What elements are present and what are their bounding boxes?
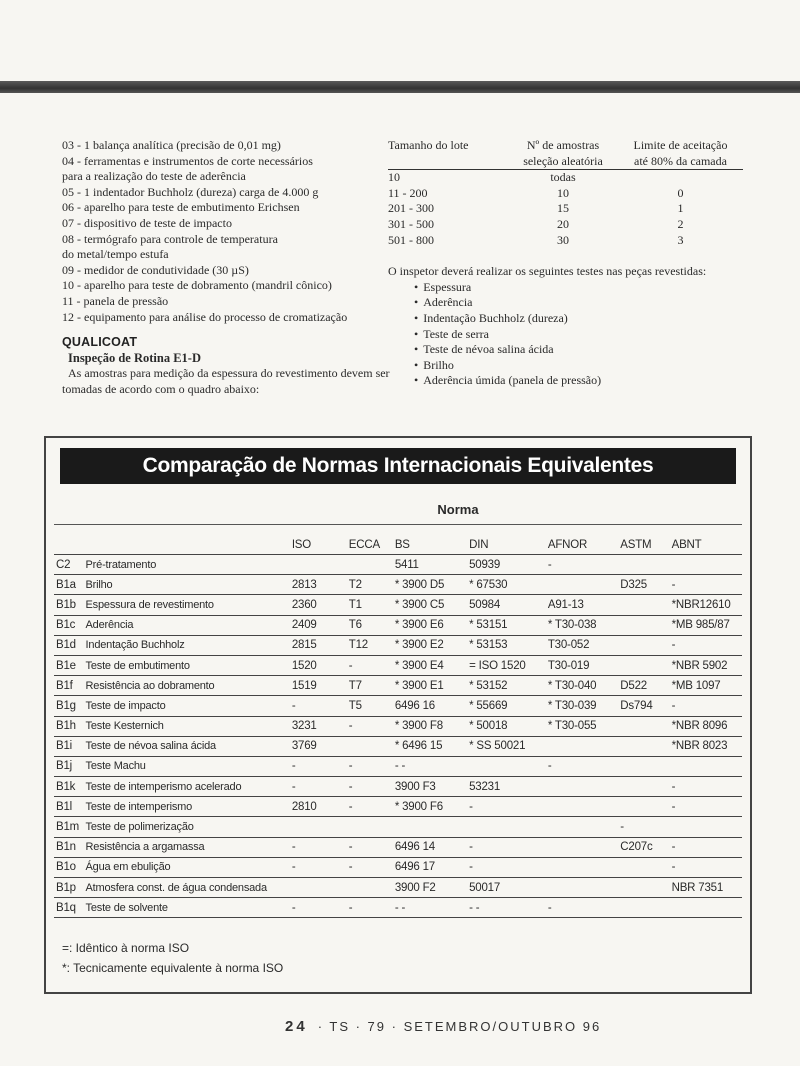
column-header: ECCA	[347, 536, 393, 555]
equipment-item: 09 - medidor de condutividade (30 µS)	[62, 262, 249, 277]
test-item: • Teste de névoa salina ácida	[424, 342, 738, 358]
table-cell: B1g	[54, 696, 84, 716]
equipment-item: 05 - 1 indentador Buchholz (dureza) carga de 4.000 g	[62, 184, 319, 199]
table-cell: -	[347, 898, 393, 918]
table-row	[54, 595, 742, 615]
table-cell: NBR 7351	[670, 878, 742, 898]
table-cell: Teste de embutimento	[84, 655, 290, 675]
table-row	[54, 817, 742, 837]
table-cell: T2	[347, 575, 393, 595]
table-cell: T30-019	[546, 655, 618, 675]
table-cell	[670, 756, 742, 776]
table-row	[54, 615, 742, 635]
column-header: ASTM	[618, 536, 669, 555]
test-item: • Aderência	[424, 295, 738, 311]
test-item: • Teste de serra	[424, 327, 738, 343]
table-cell: * 53152	[467, 676, 546, 696]
norma-label: Norma	[437, 502, 479, 517]
table-cell: B1k	[54, 777, 84, 797]
table-cell	[670, 555, 742, 575]
table-cell: B1l	[54, 797, 84, 817]
lot-column	[388, 138, 738, 389]
table-row	[54, 635, 742, 655]
table-cell	[546, 857, 618, 877]
table-cell: Ds794	[618, 696, 669, 716]
table-cell: Teste de intemperismo	[84, 797, 290, 817]
table-cell: T5	[347, 696, 393, 716]
table-cell: -	[290, 857, 347, 877]
table-cell: -	[670, 857, 742, 877]
table-cell: 2813	[290, 575, 347, 595]
table-cell	[546, 777, 618, 797]
table-cell: * 3900 C5	[393, 595, 467, 615]
table-cell: A91-13	[546, 595, 618, 615]
table-cell: Resistência a argamassa	[84, 837, 290, 857]
table-cell: Teste de intemperismo acelerado	[84, 777, 290, 797]
table-cell: Teste de impacto	[84, 696, 290, 716]
table-cell: B1m	[54, 817, 84, 837]
table-cell	[618, 716, 669, 736]
table-cell: - -	[393, 756, 467, 776]
table-cell: 6496 17	[393, 857, 467, 877]
table-cell: 1519	[290, 676, 347, 696]
test-item: • Aderência úmida (panela de pressão)	[424, 373, 738, 389]
table-cell	[546, 837, 618, 857]
inspector-intro: O inspetor deverá realizar os seguintes testes nas peças revestidas:	[388, 264, 707, 279]
table-cell: * T30-038	[546, 615, 618, 635]
table-cell: -	[347, 756, 393, 776]
column-header: ISO	[290, 536, 347, 555]
table-cell: 5411	[393, 555, 467, 575]
equipment-item: 10 - aparelho para teste de dobramento (mandril cônico)	[62, 278, 332, 293]
table-cell: B1a	[54, 575, 84, 595]
table-row	[54, 655, 742, 675]
table-cell: -	[347, 797, 393, 817]
table-cell: B1q	[54, 898, 84, 918]
top-bar	[0, 81, 800, 93]
table-cell: -	[290, 696, 347, 716]
table-cell: 6496 16	[393, 696, 467, 716]
lot-cell: 11 - 200	[388, 185, 428, 200]
table-cell: *MB 985/87	[670, 615, 742, 635]
table-cell: *NBR 5902	[670, 655, 742, 675]
table-cell: * 6496 15	[393, 736, 467, 756]
table-cell: Pré-tratamento	[84, 555, 290, 575]
table-cell: B1h	[54, 716, 84, 736]
table-cell: 50984	[467, 595, 546, 615]
divider	[54, 524, 742, 525]
table-cell	[618, 635, 669, 655]
table-cell	[290, 555, 347, 575]
header-samples-sub: seleção aleatória	[508, 154, 618, 170]
table-cell: * 67530	[467, 575, 546, 595]
table-row	[54, 898, 742, 918]
table-row	[54, 575, 742, 595]
table-cell: * 3900 F8	[393, 716, 467, 736]
lot-cell: 15	[557, 201, 569, 216]
table-cell: * 55669	[467, 696, 546, 716]
table-cell: *NBR 8096	[670, 716, 742, 736]
table-cell: Brilho	[84, 575, 290, 595]
table-cell	[618, 878, 669, 898]
table-cell	[618, 777, 669, 797]
table-cell: - -	[393, 898, 467, 918]
table-cell: D325	[618, 575, 669, 595]
table-cell: -	[347, 716, 393, 736]
table-cell: * 3900 E2	[393, 635, 467, 655]
table-row	[54, 676, 742, 696]
table-cell: -	[290, 837, 347, 857]
table-cell: 2360	[290, 595, 347, 615]
table-cell: T1	[347, 595, 393, 615]
table-cell: Teste Kesternich	[84, 716, 290, 736]
table-row	[54, 857, 742, 877]
lot-cell: 501 - 800	[388, 232, 434, 247]
column-header: ABNT	[670, 536, 742, 555]
table-cell: Teste de polimerização	[84, 817, 290, 837]
table-cell: * 3900 E1	[393, 676, 467, 696]
table-cell	[467, 817, 546, 837]
section-title: QUALICOAT	[62, 335, 138, 350]
table-cell: 50939	[467, 555, 546, 575]
table-cell: -	[290, 756, 347, 776]
header-limit-sub: até 80% da camada	[618, 154, 743, 170]
table-cell: B1n	[54, 837, 84, 857]
table-cell: -	[546, 555, 618, 575]
equipment-item: 11 - panela de pressão	[62, 293, 169, 308]
table-cell: -	[670, 696, 742, 716]
table-cell: * 3900 F6	[393, 797, 467, 817]
table-cell	[546, 575, 618, 595]
table-cell: D522	[618, 676, 669, 696]
table-cell	[347, 817, 393, 837]
table-cell: -	[546, 756, 618, 776]
legend-item: *: Tecnicamente equivalente à norma ISO	[62, 961, 284, 975]
lot-row	[388, 186, 743, 202]
table-cell: Aderência	[84, 615, 290, 635]
table-cell	[618, 797, 669, 817]
table-cell: C2	[54, 555, 84, 575]
table-cell: -	[290, 777, 347, 797]
table-cell: B1j	[54, 756, 84, 776]
table-cell: *NBR 8023	[670, 736, 742, 756]
legend-item: =: Idêntico à norma ISO	[62, 941, 190, 955]
table-cell: -	[290, 898, 347, 918]
table-cell: 3231	[290, 716, 347, 736]
table-cell	[347, 555, 393, 575]
section-subtitle: Inspeção de Rotina E1-D	[68, 350, 201, 365]
table-cell	[670, 898, 742, 918]
table-cell: * 3900 E4	[393, 655, 467, 675]
table-cell	[618, 857, 669, 877]
table-cell	[546, 797, 618, 817]
table-cell: *MB 1097	[670, 676, 742, 696]
table-cell: -	[347, 857, 393, 877]
table-cell: 2815	[290, 635, 347, 655]
table-cell: * 53151	[467, 615, 546, 635]
tests-list	[388, 280, 738, 389]
table-cell: T12	[347, 635, 393, 655]
table-cell: * SS 50021	[467, 736, 546, 756]
table-cell: B1p	[54, 878, 84, 898]
table-cell: Resistência ao dobramento	[84, 676, 290, 696]
test-item: • Espessura	[424, 280, 738, 296]
table-row	[54, 736, 742, 756]
table-cell	[290, 817, 347, 837]
equipment-item: 06 - aparelho para teste de embutimento Erichsen	[62, 200, 300, 215]
table-cell: * 3900 D5	[393, 575, 467, 595]
lot-cell: 10	[557, 185, 569, 200]
table-cell: 6496 14	[393, 837, 467, 857]
table-cell: B1o	[54, 857, 84, 877]
table-cell	[393, 817, 467, 837]
column-header: AFNOR	[546, 536, 618, 555]
table-cell	[347, 736, 393, 756]
table-cell: 3769	[290, 736, 347, 756]
table-cell: -	[467, 837, 546, 857]
table-cell: -	[670, 777, 742, 797]
table-cell: Atmosfera const. de água condensada	[84, 878, 290, 898]
lot-row	[388, 233, 743, 249]
table-cell: 2810	[290, 797, 347, 817]
header-samples: Nº de amostras	[526, 138, 600, 152]
table-cell	[290, 878, 347, 898]
lot-cell: 201 - 300	[388, 201, 434, 216]
table-cell: -	[670, 797, 742, 817]
table-cell: - -	[467, 898, 546, 918]
equipment-item: 12 - equipamento para análise do processo de cromatização	[62, 309, 348, 324]
header-limit: Limite de aceitação	[633, 138, 728, 152]
lot-cell: 30	[557, 232, 569, 247]
table-row	[54, 797, 742, 817]
lot-cell: 301 - 500	[388, 216, 434, 231]
table-cell: -	[347, 837, 393, 857]
equipment-item: 04 - ferramentas e instrumentos de corte necessários	[62, 153, 313, 168]
table-cell: T6	[347, 615, 393, 635]
table-cell: 1520	[290, 655, 347, 675]
table-cell: Indentação Buchholz	[84, 635, 290, 655]
table-cell: B1i	[54, 736, 84, 756]
table-cell: -	[347, 777, 393, 797]
table-cell: * 53153	[467, 635, 546, 655]
table-cell	[618, 615, 669, 635]
table-cell: T30-052	[546, 635, 618, 655]
comparison-title: Comparação de Normas Internacionais Equivalentes	[60, 448, 736, 484]
table-row	[54, 837, 742, 857]
table-cell: = ISO 1520	[467, 655, 546, 675]
equipment-item: 08 - termógrafo para controle de temperatura	[62, 231, 278, 246]
table-cell	[618, 756, 669, 776]
test-item: • Indentação Buchholz (dureza)	[424, 311, 738, 327]
table-cell: -	[670, 575, 742, 595]
table-cell: Espessura de revestimento	[84, 595, 290, 615]
standards-table	[54, 536, 742, 918]
table-cell: -	[670, 837, 742, 857]
table-cell: 3900 F2	[393, 878, 467, 898]
lot-cell: 2	[677, 216, 684, 231]
table-cell: 3900 F3	[393, 777, 467, 797]
table-cell	[546, 817, 618, 837]
table-cell: -	[670, 635, 742, 655]
lot-cell: todas	[550, 170, 576, 185]
table-cell: * T30-040	[546, 676, 618, 696]
equipment-item: 03 - 1 balança analítica (precisão de 0,01 mg)	[62, 138, 281, 152]
table-cell: 53231	[467, 777, 546, 797]
equipment-list	[62, 138, 392, 325]
column-header: DIN	[467, 536, 546, 555]
section-body: As amostras para medição da espessura do revestimento devem ser tomadas de acordo com o quadro abaixo:	[62, 366, 390, 396]
lot-row	[388, 201, 743, 217]
table-cell	[618, 655, 669, 675]
table-cell: * 3900 E6	[393, 615, 467, 635]
column-header	[84, 536, 290, 555]
table-cell: 2409	[290, 615, 347, 635]
table-cell: B1c	[54, 615, 84, 635]
table-cell: T7	[347, 676, 393, 696]
lot-cell	[618, 170, 743, 186]
table-cell: Teste de névoa salina ácida	[84, 736, 290, 756]
header-lot-size: Tamanho do lote	[388, 138, 469, 152]
table-cell: Teste Machu	[84, 756, 290, 776]
table-cell	[467, 756, 546, 776]
table-row	[54, 696, 742, 716]
table-cell	[618, 555, 669, 575]
column-header	[54, 536, 84, 555]
equipment-column	[62, 138, 392, 398]
table-row	[54, 878, 742, 898]
test-item: • Brilho	[424, 358, 738, 374]
table-cell: *NBR12610	[670, 595, 742, 615]
table-cell: * T30-039	[546, 696, 618, 716]
table-cell: -	[467, 797, 546, 817]
table-cell: B1f	[54, 676, 84, 696]
table-cell: Teste de solvente	[84, 898, 290, 918]
table-cell	[618, 898, 669, 918]
lot-cell: 3	[677, 232, 684, 247]
table-row	[54, 716, 742, 736]
table-cell	[618, 736, 669, 756]
lot-cell: 1	[677, 201, 684, 216]
table-cell: B1d	[54, 635, 84, 655]
table-cell: -	[347, 655, 393, 675]
table-cell: 50017	[467, 878, 546, 898]
equipment-item: 07 - dispositivo de teste de impacto	[62, 215, 232, 230]
table-cell	[546, 736, 618, 756]
equipment-item-continued: do metal/tempo estufa	[62, 247, 169, 262]
table-row	[54, 555, 742, 575]
table-cell: -	[618, 817, 669, 837]
page-number: 24	[285, 1018, 308, 1035]
table-cell: C207c	[618, 837, 669, 857]
lot-row	[388, 170, 743, 186]
lot-row	[388, 217, 743, 233]
column-header: BS	[393, 536, 467, 555]
table-row	[54, 777, 742, 797]
table-cell: -	[546, 898, 618, 918]
table-row	[54, 756, 742, 776]
table-cell: -	[467, 857, 546, 877]
equipment-item-continued: para a realização do teste de aderência	[62, 169, 246, 184]
table-cell: Água em ebulição	[84, 857, 290, 877]
footer-text: · TS · 79 · SETEMBRO/OUTUBRO 96	[317, 1019, 602, 1034]
lot-cell: 0	[677, 185, 684, 200]
comparison-box	[44, 436, 752, 994]
lot-cell: 10	[388, 170, 400, 185]
table-cell: * 50018	[467, 716, 546, 736]
table-cell	[546, 878, 618, 898]
table-cell	[347, 878, 393, 898]
table-cell	[670, 817, 742, 837]
lot-cell: 20	[557, 216, 569, 231]
legend	[62, 938, 283, 978]
lot-size-table	[388, 138, 743, 248]
table-cell: * T30-055	[546, 716, 618, 736]
table-cell: B1e	[54, 655, 84, 675]
page-footer	[285, 1018, 601, 1035]
table-cell	[618, 595, 669, 615]
table-cell: B1b	[54, 595, 84, 615]
